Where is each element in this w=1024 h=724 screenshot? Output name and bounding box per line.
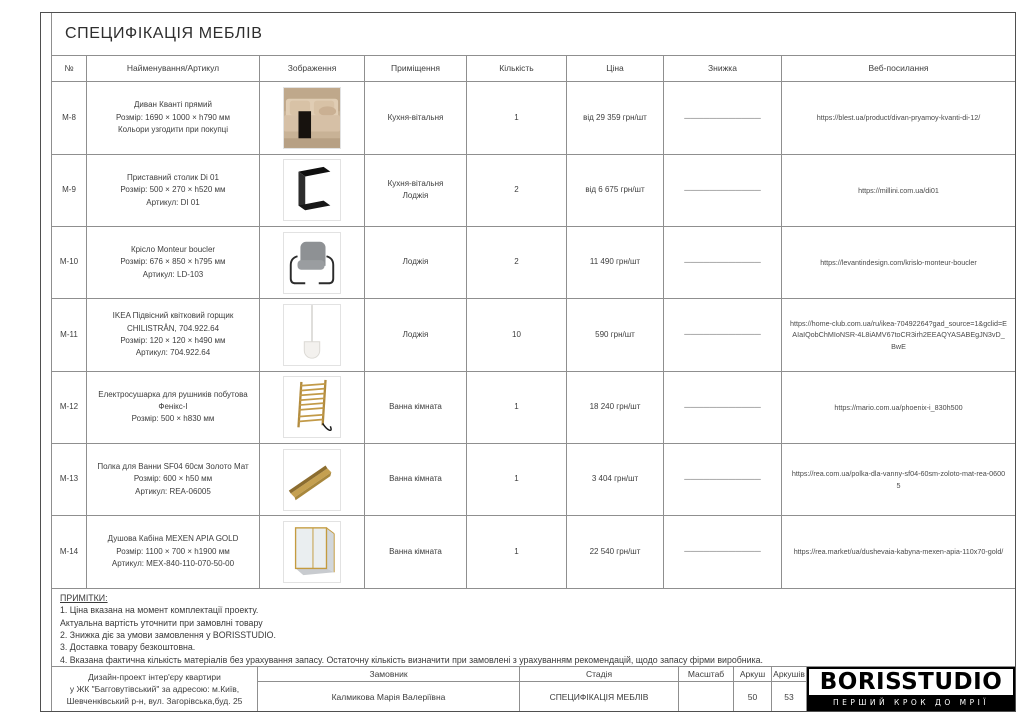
- sheets-total-label: Аркушів: [772, 667, 806, 682]
- beige-sofa-photo: [283, 87, 341, 149]
- item-name: IKEA Підвісний квітковий горщик CHILISTRÅN, 704.922.64: [112, 311, 234, 333]
- item-qty: 10: [467, 299, 567, 370]
- item-name: Диван Кванті прямий: [134, 100, 212, 110]
- logo-wordmark: BORISSTUDIO: [819, 668, 1003, 695]
- item-discount: [664, 516, 782, 587]
- item-room: [365, 299, 467, 370]
- gold-towel-dryer-photo: [283, 376, 341, 438]
- room-line: Кухня-вітальня: [387, 178, 444, 188]
- item-room: [365, 227, 467, 298]
- item-qty: 1: [467, 444, 567, 515]
- item-id: М-12: [52, 372, 87, 443]
- client-value: Калмикова Марія Валеріївна: [331, 691, 446, 702]
- item-url-link[interactable]: https://rea.market/ua/dushevaia-kabyna-mexen-apia-110x70-gold/: [793, 547, 1004, 557]
- sheets-total-value: 53: [784, 691, 794, 702]
- discount-dash: ────────────: [684, 329, 761, 340]
- scale-value: [679, 682, 733, 711]
- note-line: 2. Знижка діє за умови замовлення у BORISSTUDIO.: [60, 629, 276, 640]
- notes-section: [52, 589, 1015, 668]
- item-room: [365, 516, 467, 587]
- sheets-total-cell: [772, 667, 807, 711]
- item-image-cell: [260, 155, 365, 226]
- item-size: Розмір: 120 × 120 × h490 мм: [120, 335, 226, 345]
- sheet-label: Аркуш: [734, 667, 771, 682]
- item-discount: [664, 155, 782, 226]
- item-price: від 6 675 грн/шт: [567, 155, 664, 226]
- item-size: Розмір: 1690 × 1000 × h790 мм: [115, 112, 231, 122]
- item-size: Розмір: 676 × 850 × h795 мм: [120, 257, 226, 267]
- col-header-number: №: [52, 56, 87, 82]
- item-name-cell: [87, 227, 260, 298]
- item-name: Приставний столик Di 01: [127, 172, 219, 182]
- item-qty: 1: [467, 372, 567, 443]
- item-url-link[interactable]: https://levantindesign.com/krislo-monteur-boucler: [820, 258, 977, 268]
- grey-armchair-photo: [283, 232, 341, 294]
- item-url-link[interactable]: https://rea.com.ua/polka-dla-vanny-sf04-60sm-zoloto-mat-rea-06005: [791, 469, 1006, 490]
- item-discount: [664, 82, 782, 153]
- item-name-cell: [87, 516, 260, 587]
- col-header-weblink: Веб-посилання: [868, 62, 929, 73]
- table-row: [52, 227, 1015, 299]
- sheet-cell: [734, 667, 772, 711]
- table-row: [52, 82, 1015, 154]
- item-room: [365, 444, 467, 515]
- col-header-name: Найменування/Артикул: [87, 56, 260, 82]
- title-bar: [52, 13, 1015, 56]
- item-price: 3 404 грн/шт: [567, 444, 664, 515]
- item-qty: 2: [467, 155, 567, 226]
- item-article: Артикул: MEX-840-110-070-50-00: [111, 559, 235, 569]
- table-header-row: [52, 56, 1015, 83]
- table-row: [52, 372, 1015, 444]
- specification-table: [51, 13, 1015, 711]
- scale-cell: [679, 667, 734, 711]
- discount-dash: ────────────: [684, 257, 761, 268]
- item-discount: [664, 299, 782, 370]
- col-header-qty: Кількість: [467, 56, 567, 82]
- stage-label: Стадія: [520, 667, 678, 682]
- notes-title: ПРИМІТКИ:: [60, 592, 108, 603]
- item-discount: [664, 372, 782, 443]
- client-cell: [258, 667, 520, 711]
- logo-tagline: ПЕРШИЙ КРОК ДО МРІЇ: [809, 695, 1013, 709]
- room-line: Ванна кімната: [389, 474, 442, 484]
- item-url-link[interactable]: https://blest.ua/product/divan-pryamoy-kvanti-di-12/: [816, 113, 981, 123]
- item-article: Артикул: REA-06005: [135, 486, 211, 496]
- item-url-link[interactable]: https://mario.com.ua/phoenix-i_830h500: [834, 402, 963, 412]
- table-row: [52, 516, 1015, 588]
- item-id: М-8: [52, 82, 87, 153]
- discount-dash: ────────────: [684, 112, 761, 123]
- item-url-link[interactable]: https://millini.com.ua/di01: [858, 185, 939, 195]
- page-title: СПЕЦИФІКАЦІЯ МЕБЛІВ: [65, 24, 263, 42]
- item-image-cell: [260, 227, 365, 298]
- col-header-image: Зображення: [260, 56, 365, 82]
- col-header-discount: Знижка: [664, 56, 782, 82]
- project-line: Дизайн-проект інтер'єру квартири: [88, 671, 221, 682]
- col-header-room: Приміщення: [365, 56, 467, 82]
- client-label: Замовник: [258, 667, 519, 682]
- item-price: 18 240 грн/шт: [567, 372, 664, 443]
- table-row: [52, 444, 1015, 516]
- item-name: Душова Кабіна MEXEN APIA GOLD: [107, 534, 239, 544]
- discount-dash: ────────────: [684, 474, 761, 485]
- room-line: Лоджія: [402, 329, 429, 339]
- note-line: 3. Доставка товару безкоштовна.: [60, 642, 196, 653]
- item-size: Розмір: 1100 × 700 × h1900 мм: [116, 546, 230, 556]
- hanging-plant-pot-photo: [283, 304, 341, 366]
- project-description: [52, 667, 258, 711]
- item-name-cell: [87, 299, 260, 370]
- item-image-cell: [260, 299, 365, 370]
- item-price: 590 грн/шт: [567, 299, 664, 370]
- project-line: Шевченківський р-н, вул. Загорівська,буд. 25: [66, 696, 243, 707]
- item-price: 22 540 грн/шт: [567, 516, 664, 587]
- item-image-cell: [260, 372, 365, 443]
- room-line: Лоджія: [402, 257, 429, 267]
- item-image-cell: [260, 444, 365, 515]
- item-name-cell: [87, 372, 260, 443]
- item-note: Кольори узгодити при покупці: [117, 125, 229, 135]
- discount-dash: ────────────: [684, 401, 761, 412]
- room-line: Ванна кімната: [389, 546, 442, 556]
- room-line: Лоджія: [402, 191, 429, 201]
- item-article: Артикул: DI 01: [146, 197, 200, 207]
- item-price: 11 490 грн/шт: [567, 227, 664, 298]
- note-line: 4. Вказана фактична кількість матеріалів без урахування запасу. Остаточну кількість визначити при замовлені з урахуванням рекомендацій, щодо запасу фірми виробника.: [60, 654, 763, 665]
- item-qty: 2: [467, 227, 567, 298]
- scale-label: Масштаб: [679, 667, 733, 682]
- black-side-table-photo: [283, 159, 341, 221]
- item-id: М-9: [52, 155, 87, 226]
- sheet-value: 50: [747, 691, 758, 702]
- title-block-footer: [52, 667, 1015, 711]
- item-qty: 1: [467, 82, 567, 153]
- item-name-cell: [87, 82, 260, 153]
- logo-cell: [807, 667, 1015, 711]
- stage-value: СПЕЦИФІКАЦІЯ МЕБЛІВ: [549, 691, 649, 702]
- item-name: Крісло Monteur boucler: [130, 245, 216, 255]
- item-size: Розмір: 600 × h50 мм: [133, 474, 213, 484]
- item-name: Електросушарка для рушників побутова Фенікс-І: [98, 389, 248, 412]
- sheet-frame: [40, 12, 1016, 712]
- room-line: Ванна кімната: [389, 402, 442, 412]
- item-id: М-13: [52, 444, 87, 515]
- item-name: Полка для Ванни SF04 60см Золото Мат: [97, 461, 249, 471]
- table-row: [52, 299, 1015, 371]
- gold-shower-cabin-photo: [283, 521, 341, 583]
- item-name-cell: [87, 444, 260, 515]
- discount-dash: ────────────: [684, 184, 761, 195]
- item-qty: 1: [467, 516, 567, 587]
- item-image-cell: [260, 516, 365, 587]
- item-room: [365, 372, 467, 443]
- item-url-link[interactable]: https://home-club.com.ua/ru/ikea-70492264?gad_source=1&gclid=EAIaIQobChMIoNSR-4L8iAMV67toCR3irh2EEAQYASABEgJN3vD_BwE: [790, 319, 1007, 351]
- table-row: [52, 155, 1015, 227]
- item-id: М-11: [52, 299, 87, 370]
- item-size: Розмір: 500 × 270 × h520 мм: [120, 185, 226, 195]
- item-discount: [664, 227, 782, 298]
- item-size: Розмір: 500 × h830 мм: [131, 414, 215, 424]
- room-line: Кухня-вітальня: [387, 112, 444, 122]
- item-room: [365, 82, 467, 153]
- col-header-price: Ціна: [567, 56, 664, 82]
- note-line: 1. Ціна вказана на момент комплектації проекту.: [60, 605, 259, 616]
- item-id: М-10: [52, 227, 87, 298]
- item-price: від 29 359 грн/шт: [567, 82, 664, 153]
- item-room: [365, 155, 467, 226]
- note-line: Актуальна вартість уточнити при замовлні товару: [60, 617, 263, 628]
- stage-cell: [520, 667, 679, 711]
- item-image-cell: [260, 82, 365, 153]
- borisstudio-logo: [807, 667, 1015, 711]
- discount-dash: ────────────: [684, 546, 761, 557]
- item-discount: [664, 444, 782, 515]
- item-id: М-14: [52, 516, 87, 587]
- project-line: у ЖК "Багговутівський" за адресою: м.Київ,: [69, 684, 240, 695]
- item-article: Артикул: 704.922.64: [135, 348, 211, 358]
- item-article: Артикул: LD-103: [142, 269, 204, 279]
- item-name-cell: [87, 155, 260, 226]
- gold-shelf-photo: [283, 449, 341, 511]
